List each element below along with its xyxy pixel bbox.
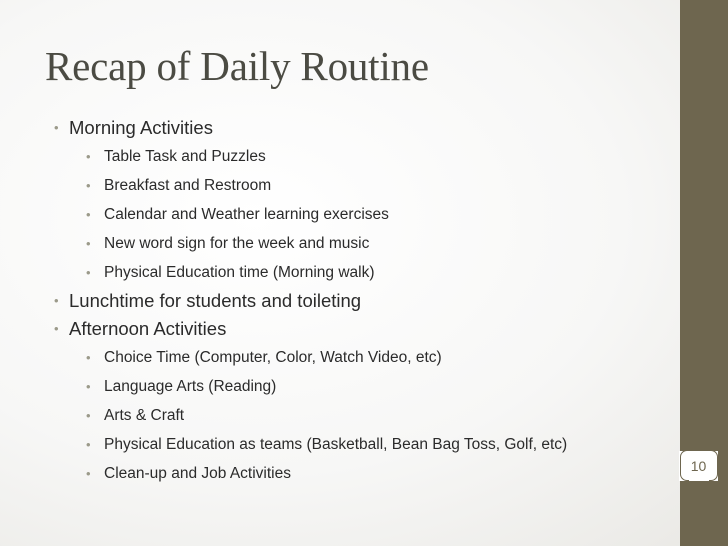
sub-bullet-item [52, 372, 672, 401]
bullet-text: Language Arts (Reading) [104, 378, 277, 395]
bullet-item [52, 287, 672, 315]
slide-number: 10 [679, 451, 718, 481]
sub-bullet-item [52, 459, 672, 488]
bullet-list [52, 114, 672, 488]
sub-bullet-item [52, 229, 672, 258]
bullet-dot-icon: • [86, 466, 91, 481]
slide-title: Recap of Daily Routine [45, 43, 429, 89]
sub-bullet-item [52, 171, 672, 200]
bullet-dot-icon: • [54, 293, 59, 308]
sub-bullet-item [52, 401, 672, 430]
sub-bullet-item [52, 142, 672, 171]
bullet-item [52, 114, 672, 142]
bullet-dot-icon: • [86, 379, 91, 394]
bullet-text: Calendar and Weather learning exercises [104, 206, 389, 223]
bullet-text: Physical Education as teams (Basketball, Bean Bag Toss, Golf, etc) [104, 436, 568, 453]
bullet-dot-icon: • [86, 350, 91, 365]
bullet-dot-icon: • [86, 178, 91, 193]
sub-bullet-item [52, 258, 672, 287]
bullet-dot-icon: • [86, 207, 91, 222]
bullet-text: Morning Activities [69, 117, 213, 138]
bullet-text: Physical Education time (Morning walk) [104, 264, 375, 281]
sub-bullet-item [52, 200, 672, 229]
slide-number-right-bracket [709, 450, 718, 481]
bullet-text: Arts & Craft [104, 407, 185, 424]
bullet-text: Breakfast and Restroom [104, 177, 272, 194]
bullet-dot-icon: • [86, 437, 91, 452]
bullet-dot-icon: • [86, 408, 91, 423]
bullet-text: Clean-up and Job Activities [104, 465, 291, 482]
bullet-dot-icon: • [86, 236, 91, 251]
bullet-dot-icon: • [86, 149, 91, 164]
sub-bullet-item [52, 343, 672, 372]
bullet-dot-icon: • [86, 265, 91, 280]
bullet-dot-icon: • [54, 120, 59, 135]
bullet-text: Lunchtime for students and toileting [69, 290, 362, 311]
bullet-dot-icon: • [54, 321, 59, 336]
bullet-text: New word sign for the week and music [104, 235, 370, 252]
bullet-item [52, 315, 672, 343]
sub-bullet-item [52, 430, 672, 459]
slide-number-left-bracket [680, 450, 689, 481]
bullet-text: Choice Time (Computer, Color, Watch Video, etc) [104, 349, 442, 366]
bullet-text: Table Task and Puzzles [104, 148, 266, 165]
bullet-text: Afternoon Activities [69, 318, 227, 339]
